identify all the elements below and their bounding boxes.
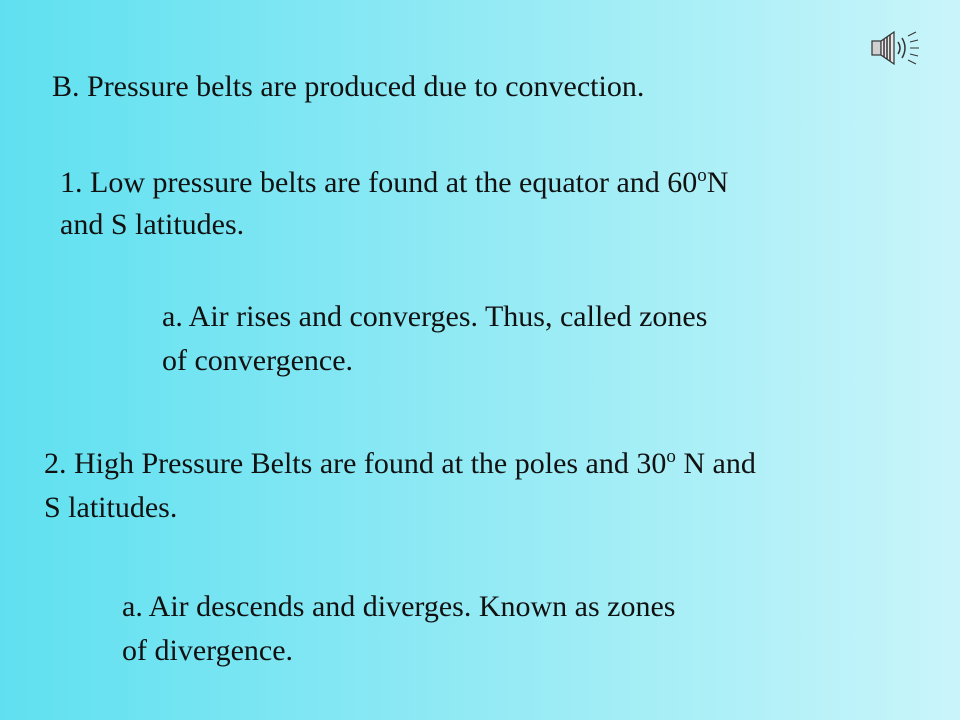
point-2-line-1 [44,443,756,485]
point-1-line-1-text: 1. Low pressure belts are found at the equator and 60 [60,166,698,199]
point-1-line-1-suffix: N [706,166,729,199]
point-1-sub-a-line-2: of convergence. [162,344,354,377]
point-1-line-1 [60,162,728,204]
point-2-sub-a-line-1: a. Air descends and diverges. Known as zones [122,590,676,623]
point-2-sub-a-line-2: of divergence. [122,634,294,667]
point-2-line-2: S latitudes. [44,491,178,524]
speaker-sound-icon[interactable] [868,28,924,68]
point-2-line-1-suffix: N and [675,447,756,480]
point-1-line-2: and S latitudes. [60,208,245,241]
slide-heading: B. Pressure belts are produced due to convection. [52,70,645,103]
degree-superscript: o [666,446,676,467]
point-2-line-1-text: 2. High Pressure Belts are found at the poles and 30 [44,447,667,480]
degree-superscript: o [697,165,707,186]
point-1-sub-a-line-1: a. Air rises and converges. Thus, called zones [162,300,708,333]
